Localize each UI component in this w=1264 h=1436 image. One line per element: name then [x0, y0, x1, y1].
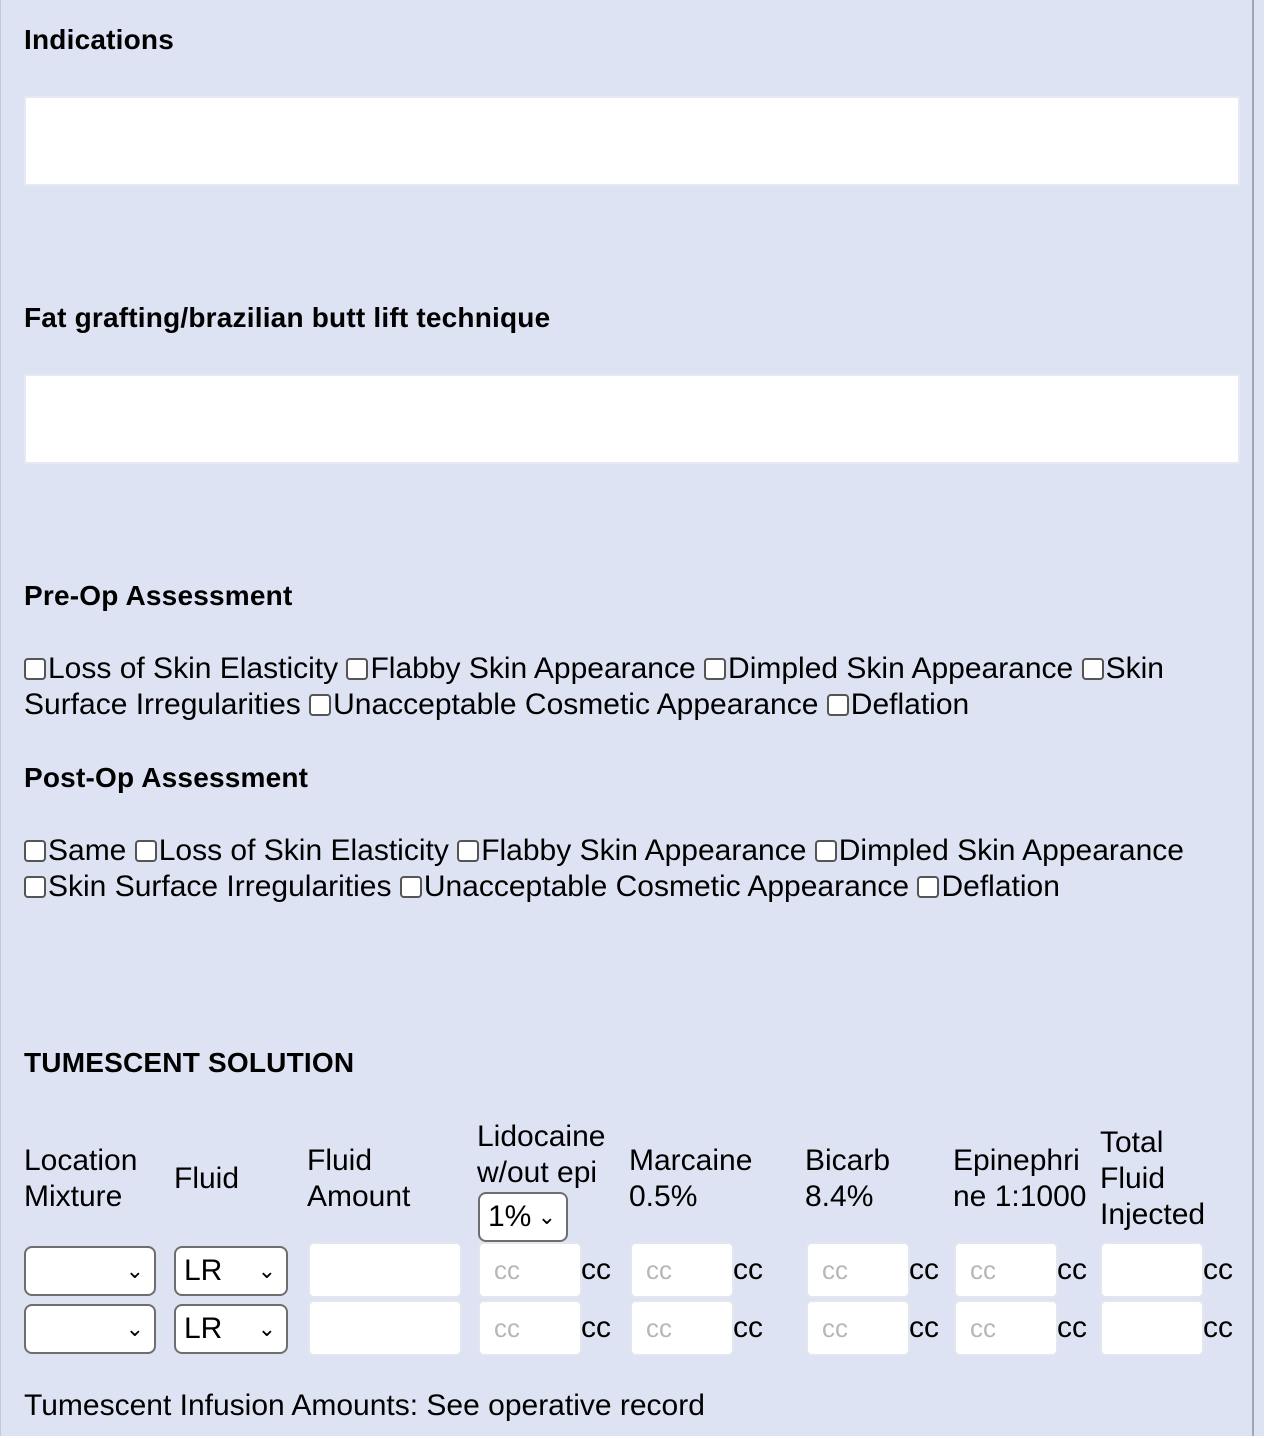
marcaine-input[interactable]: cc: [630, 1300, 734, 1356]
indications-textarea[interactable]: [24, 96, 1240, 186]
bicarb-input[interactable]: cc: [806, 1242, 910, 1298]
unit-label: cc: [581, 1311, 611, 1344]
pre-op-option[interactable]: Skin Surface Irregularities: [24, 652, 1164, 721]
tumescent-title: TUMESCENT SOLUTION: [24, 1047, 355, 1078]
pre-op-option[interactable]: Unacceptable Cosmetic Appearance: [309, 688, 818, 721]
fat-grafting-textarea[interactable]: [24, 374, 1240, 464]
pre-op-option[interactable]: Deflation: [827, 688, 969, 721]
unit-label: cc: [909, 1311, 939, 1344]
location-select[interactable]: [24, 1304, 156, 1354]
fluid-select[interactable]: LR ⌄: [174, 1246, 288, 1296]
fluid-amount-input[interactable]: [308, 1300, 462, 1356]
left-border: [0, 0, 1, 1436]
checkbox[interactable]: [917, 876, 939, 898]
checkbox[interactable]: [135, 840, 157, 862]
post-op-option[interactable]: Skin Surface Irregularities: [24, 870, 391, 903]
post-op-title: Post-Op Assessment: [24, 762, 309, 793]
chevron-down-icon: ⌄: [125, 1316, 144, 1341]
post-op-option[interactable]: Unacceptable Cosmetic Appearance: [400, 870, 909, 903]
post-op-checkbox-group: [24, 833, 1204, 905]
epinephrine-input[interactable]: cc: [954, 1300, 1058, 1356]
post-op-option[interactable]: Loss of Skin Elasticity: [135, 834, 449, 867]
header-bicarb: Bicarb 8.4%: [805, 1144, 891, 1213]
epinephrine-input[interactable]: cc: [954, 1242, 1058, 1298]
chevron-down-icon: ⌄: [125, 1258, 144, 1283]
unit-label: cc: [1057, 1311, 1087, 1344]
header-fluid: Fluid: [174, 1162, 240, 1195]
fluid-select[interactable]: LR ⌄: [174, 1304, 288, 1354]
post-op-option[interactable]: Deflation: [917, 870, 1059, 903]
checkbox[interactable]: [827, 694, 849, 716]
checkbox[interactable]: [346, 658, 368, 680]
fluid-amount-input[interactable]: [308, 1242, 462, 1298]
location-select[interactable]: [24, 1246, 156, 1296]
chevron-down-icon: ⌄: [257, 1316, 276, 1341]
right-border: [1252, 0, 1254, 1436]
total-fluid-input[interactable]: [1100, 1300, 1204, 1356]
fat-grafting-title: Fat grafting/brazilian butt lift technique: [24, 302, 551, 333]
post-op-option[interactable]: Flabby Skin Appearance: [457, 834, 806, 867]
chevron-down-icon: ⌄: [257, 1258, 276, 1283]
unit-label: cc: [733, 1311, 763, 1344]
header-lidocaine: Lidocaine w/out epi: [477, 1120, 606, 1189]
unit-label: cc: [1203, 1311, 1233, 1344]
lidocaine-percent-select[interactable]: [478, 1192, 568, 1242]
checkbox[interactable]: [400, 876, 422, 898]
checkbox[interactable]: [704, 658, 726, 680]
header-marcaine: Marcaine 0.5%: [629, 1144, 753, 1213]
pre-op-option[interactable]: Loss of Skin Elasticity: [24, 652, 338, 685]
tumescent-infusion-note: Tumescent Infusion Amounts: See operative record: [24, 1389, 705, 1422]
header-fluid-amount: Fluid Amount: [307, 1144, 411, 1213]
unit-label: cc: [581, 1253, 611, 1286]
checkbox[interactable]: [24, 658, 46, 680]
post-op-option[interactable]: Dimpled Skin Appearance: [815, 834, 1184, 867]
lidocaine-percent-value: 1%: [488, 1200, 532, 1233]
checkbox[interactable]: [24, 840, 46, 862]
chevron-down-icon: ⌄: [537, 1204, 556, 1229]
unit-label: cc: [1203, 1253, 1233, 1286]
header-total-fluid: Total Fluid Injected: [1100, 1126, 1206, 1231]
checkbox[interactable]: [1082, 658, 1104, 680]
checkbox[interactable]: [309, 694, 331, 716]
unit-label: cc: [733, 1253, 763, 1286]
checkbox[interactable]: [457, 840, 479, 862]
unit-label: cc: [1057, 1253, 1087, 1286]
unit-label: cc: [909, 1253, 939, 1286]
checkbox[interactable]: [24, 876, 46, 898]
header-location-mixture: Location Mixture: [24, 1144, 138, 1213]
pre-op-option[interactable]: Dimpled Skin Appearance: [704, 652, 1073, 685]
pre-op-option[interactable]: Flabby Skin Appearance: [346, 652, 695, 685]
pre-op-title: Pre-Op Assessment: [24, 580, 293, 611]
marcaine-input[interactable]: cc: [630, 1242, 734, 1298]
checkbox[interactable]: [815, 840, 837, 862]
pre-op-checkbox-group: [24, 651, 1204, 723]
header-epinephrine: Epinephri ne 1:1000: [953, 1144, 1087, 1213]
lidocaine-input[interactable]: cc: [478, 1300, 582, 1356]
indications-title: Indications: [24, 24, 174, 55]
post-op-option[interactable]: Same: [24, 834, 126, 867]
bicarb-input[interactable]: cc: [806, 1300, 910, 1356]
total-fluid-input[interactable]: [1100, 1242, 1204, 1298]
lidocaine-input[interactable]: cc: [478, 1242, 582, 1298]
